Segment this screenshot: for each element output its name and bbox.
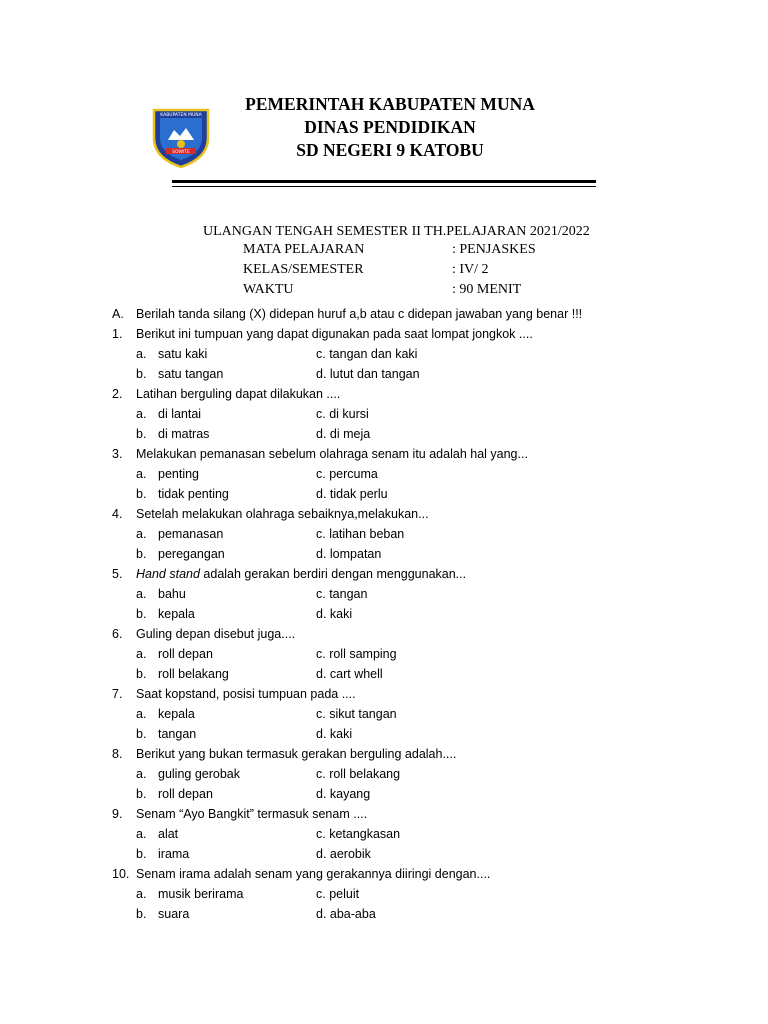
question-text: Latihan berguling dapat dilakukan ....	[136, 387, 341, 401]
question-item	[0, 744, 768, 764]
option-d[interactable]: d. kaki	[316, 607, 353, 621]
info-value: : 90 MENIT	[452, 282, 522, 297]
header-rule-thick	[172, 180, 596, 183]
info-row-subject	[0, 242, 768, 262]
option-d[interactable]: d. aerobik	[316, 847, 371, 861]
option-b[interactable]: peregangan	[158, 547, 225, 561]
question-text: Senam irama adalah senam yang gerakannya diiringi dengan....	[136, 867, 491, 881]
options-row	[0, 584, 768, 604]
option-a[interactable]: di lantai	[158, 407, 202, 421]
option-a[interactable]: musik berirama	[158, 887, 244, 901]
government-name: PEMERINTAH KABUPATEN MUNA	[245, 94, 535, 114]
option-b[interactable]: tangan	[158, 727, 197, 741]
question-text: Berikut yang bukan termasuk gerakan berguling adalah....	[136, 747, 457, 761]
question-number: 4.	[112, 507, 123, 521]
question-text-rest: adalah gerakan berdiri dengan menggunakan...	[199, 567, 467, 581]
option-letter-a: a.	[136, 647, 147, 661]
option-letter-b: b.	[136, 487, 147, 501]
option-d[interactable]: d. lutut dan tangan	[316, 367, 420, 381]
options-row	[0, 464, 768, 484]
question-text: Berikut ini tumpuan yang dapat digunakan pada saat lompat jongkok ....	[136, 327, 533, 341]
question-item	[0, 804, 768, 824]
option-d[interactable]: d. cart whell	[316, 667, 383, 681]
section-letter: A.	[112, 307, 124, 321]
option-b[interactable]: suara	[158, 907, 190, 921]
question-item	[0, 624, 768, 644]
question-number: 2.	[112, 387, 123, 401]
info-label: KELAS/SEMESTER	[243, 262, 364, 277]
info-row-time	[0, 282, 768, 302]
info-label: MATA PELAJARAN	[243, 242, 365, 257]
question-text: Saat kopstand, posisi tumpuan pada ....	[136, 687, 356, 701]
option-a[interactable]: bahu	[158, 587, 186, 601]
question-text: Senam “Ayo Bangkit” termasuk senam ....	[136, 807, 368, 821]
option-c[interactable]: c. percuma	[316, 467, 378, 481]
question-number: 8.	[112, 747, 123, 761]
section-instruction	[0, 304, 768, 324]
option-b[interactable]: irama	[158, 847, 190, 861]
option-b[interactable]: roll belakang	[158, 667, 229, 681]
letterhead	[180, 93, 600, 162]
question-item	[0, 684, 768, 704]
question-number: 10.	[112, 867, 130, 881]
option-letter-b: b.	[136, 607, 147, 621]
instruction-text: Berilah tanda silang (X) didepan huruf a,b atau c didepan jawaban yang benar !!!	[136, 307, 583, 321]
department-name: DINAS PENDIDIKAN	[304, 117, 476, 137]
header-rule-thin	[172, 186, 596, 187]
option-letter-a: a.	[136, 407, 147, 421]
option-letter-a: a.	[136, 827, 147, 841]
option-c[interactable]: c. roll belakang	[316, 767, 401, 781]
options-row	[0, 404, 768, 424]
option-letter-a: a.	[136, 707, 147, 721]
option-a[interactable]: pemanasan	[158, 527, 224, 541]
options-row	[0, 364, 768, 384]
options-row	[0, 644, 768, 664]
school-name: SD NEGERI 9 KATOBU	[296, 140, 484, 160]
option-d[interactable]: d. kaki	[316, 727, 353, 741]
option-c[interactable]: c. sikut tangan	[316, 707, 397, 721]
option-a[interactable]: roll depan	[158, 647, 213, 661]
option-d[interactable]: d. lompatan	[316, 547, 382, 561]
options-row	[0, 844, 768, 864]
logo-text-top: KABUPATEN MUNA	[160, 113, 202, 118]
option-letter-b: b.	[136, 427, 147, 441]
option-a[interactable]: penting	[158, 467, 200, 481]
question-number: 1.	[112, 327, 123, 341]
option-letter-b: b.	[136, 667, 147, 681]
option-a[interactable]: satu kaki	[158, 347, 208, 361]
logo-text-bottom: SOWITE	[172, 150, 190, 155]
option-c[interactable]: c. tangan dan kaki	[316, 347, 418, 361]
option-d[interactable]: d. aba-aba	[316, 907, 376, 921]
option-c[interactable]: c. latihan beban	[316, 527, 405, 541]
option-letter-b: b.	[136, 847, 147, 861]
options-row	[0, 764, 768, 784]
question-item	[0, 564, 768, 584]
options-row	[0, 724, 768, 744]
options-row	[0, 524, 768, 544]
option-letter-a: a.	[136, 767, 147, 781]
question-item	[0, 504, 768, 524]
option-d[interactable]: d. kayang	[316, 787, 371, 801]
question-number: 9.	[112, 807, 123, 821]
question-number: 7.	[112, 687, 123, 701]
question-text	[136, 564, 466, 584]
question-text: Setelah melakukan olahraga sebaiknya,melakukan...	[136, 507, 429, 521]
option-letter-a: a.	[136, 587, 147, 601]
info-label: WAKTU	[243, 282, 294, 297]
info-row-class	[0, 262, 768, 282]
question-item	[0, 864, 768, 884]
question-number: 6.	[112, 627, 123, 641]
option-c[interactable]: c. ketangkasan	[316, 827, 401, 841]
options-row	[0, 604, 768, 624]
exam-title: ULANGAN TENGAH SEMESTER II TH.PELAJARAN 2021/2022	[203, 224, 590, 239]
option-c[interactable]: c. roll samping	[316, 647, 397, 661]
option-letter-a: a.	[136, 347, 147, 361]
option-d[interactable]: d. di meja	[316, 427, 371, 441]
question-item	[0, 444, 768, 464]
option-b[interactable]: roll depan	[158, 787, 213, 801]
info-value: : PENJASKES	[452, 242, 536, 257]
option-a[interactable]: kepala	[158, 707, 195, 721]
question-number: 5.	[112, 567, 123, 581]
options-row	[0, 784, 768, 804]
option-b[interactable]: tidak penting	[158, 487, 229, 501]
info-value: : IV/ 2	[452, 262, 489, 277]
options-row	[0, 704, 768, 724]
options-row	[0, 904, 768, 924]
option-letter-b: b.	[136, 367, 147, 381]
options-row	[0, 664, 768, 684]
options-row	[0, 884, 768, 904]
option-c[interactable]: c. di kursi	[316, 407, 369, 421]
question-text: Guling depan disebut juga....	[136, 627, 296, 641]
option-letter-a: a.	[136, 527, 147, 541]
question-number: 3.	[112, 447, 123, 461]
option-letter-a: a.	[136, 887, 147, 901]
question-list	[0, 304, 768, 924]
option-b[interactable]: kepala	[158, 607, 195, 621]
option-letter-b: b.	[136, 907, 147, 921]
options-row	[0, 824, 768, 844]
option-d[interactable]: d. tidak perlu	[316, 487, 388, 501]
question-text-emphasis: Hand stand	[136, 567, 200, 581]
option-letter-b: b.	[136, 787, 147, 801]
option-letter-a: a.	[136, 467, 147, 481]
question-item	[0, 384, 768, 404]
option-a[interactable]: guling gerobak	[158, 767, 241, 781]
options-row	[0, 484, 768, 504]
option-a[interactable]: alat	[158, 827, 179, 841]
option-b[interactable]: satu tangan	[158, 367, 224, 381]
question-item	[0, 324, 768, 344]
options-row	[0, 544, 768, 564]
option-letter-b: b.	[136, 547, 147, 561]
option-c[interactable]: c. tangan	[316, 587, 368, 601]
option-c[interactable]: c. peluit	[316, 887, 360, 901]
options-row	[0, 424, 768, 444]
option-b[interactable]: di matras	[158, 427, 210, 441]
options-row	[0, 344, 768, 364]
option-letter-b: b.	[136, 727, 147, 741]
question-text: Melakukan pemanasan sebelum olahraga senam itu adalah hal yang...	[136, 447, 528, 461]
